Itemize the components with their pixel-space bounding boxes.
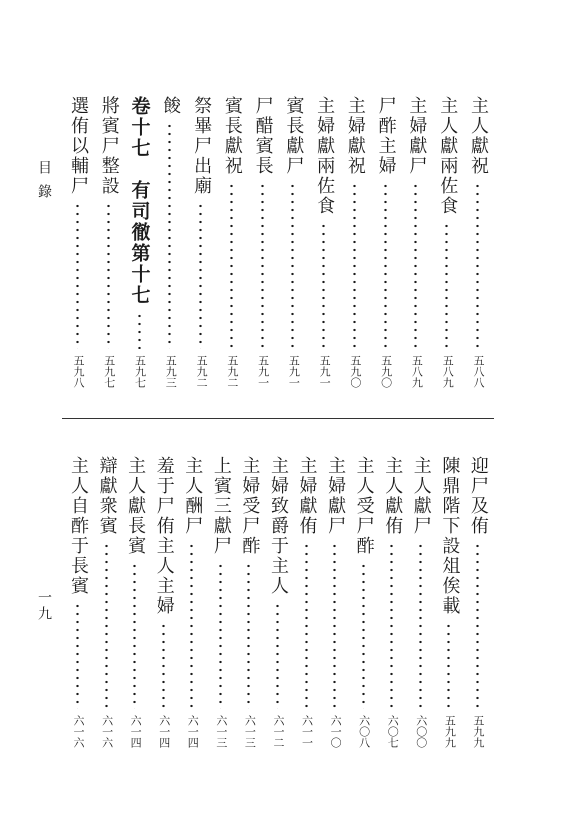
toc-entry[interactable] — [404, 96, 428, 388]
toc-entry[interactable] — [409, 456, 433, 748]
entry-page-number: 六〇〇 — [414, 715, 428, 748]
entry-page-number: 五九二 — [195, 355, 209, 388]
dot-leader — [362, 562, 365, 709]
entry-page-number: 五九三 — [164, 355, 178, 388]
toc-entry[interactable] — [266, 456, 290, 748]
entry-title: 主人酬尸 — [182, 456, 204, 536]
dot-leader — [247, 562, 250, 709]
entry-page-number: 六一〇 — [329, 715, 343, 748]
entry-title: 主人獻祝 — [467, 96, 489, 176]
dot-leader — [219, 562, 222, 709]
entry-page-number: 五九〇 — [348, 355, 362, 388]
entry-title: 主婦受尸酢 — [239, 456, 261, 556]
toc-entry[interactable] — [343, 96, 367, 388]
toc-entry[interactable] — [95, 456, 119, 748]
entry-page-number: 五九七 — [102, 355, 116, 388]
dot-leader — [261, 182, 264, 349]
entry-page-number: 五九七 — [133, 355, 147, 388]
entry-page-number: 六一三 — [214, 715, 228, 748]
entry-title: 餕 — [160, 96, 182, 116]
entry-title: 羞于尸侑主人主婦 — [153, 456, 175, 616]
dot-leader — [276, 602, 279, 709]
entry-title: 主婦獻尸 — [325, 456, 347, 536]
dot-leader — [353, 182, 356, 349]
toc-entry[interactable] — [158, 96, 182, 388]
dot-leader — [447, 622, 450, 709]
entry-title: 主人自酢于長賓 — [68, 456, 89, 596]
dot-leader — [230, 182, 233, 349]
dot-leader — [384, 182, 387, 349]
volume-heading[interactable] — [128, 96, 152, 388]
dot-leader — [476, 542, 479, 709]
toc-entry[interactable] — [66, 456, 90, 748]
toc-entry[interactable] — [295, 456, 319, 748]
toc-entry[interactable] — [374, 96, 398, 388]
dot-leader — [305, 542, 308, 709]
dot-leader — [476, 182, 479, 349]
toc-entry[interactable] — [97, 96, 121, 388]
entry-title: 尸酢主婦 — [375, 96, 397, 176]
entry-page-number: 五九九 — [443, 715, 457, 748]
entry-page-number: 五九〇 — [379, 355, 393, 388]
entry-title: 主婦獻兩佐食 — [314, 96, 336, 216]
entry-title: 賓長獻祝 — [221, 96, 243, 176]
toc-top-half — [66, 96, 490, 388]
entry-title: 將賓尸整設 — [98, 96, 120, 196]
entry-title: 主人受尸酢 — [353, 456, 375, 556]
entry-page-number: 五八九 — [410, 355, 424, 388]
toc-entry[interactable] — [352, 456, 376, 748]
entry-page-number: 五九一 — [256, 355, 270, 388]
toc-bottom-half — [66, 456, 490, 748]
entry-title: 尸醋賓長 — [252, 96, 274, 176]
dot-leader — [133, 562, 136, 709]
entry-page-number: 五九二 — [225, 355, 239, 388]
dot-leader — [162, 622, 165, 709]
toc-entry[interactable] — [251, 96, 275, 388]
toc-entry[interactable] — [209, 456, 233, 748]
toc-entry[interactable] — [281, 96, 305, 388]
entry-page-number: 五八八 — [471, 355, 485, 388]
entry-title: 迎尸及侑 — [467, 456, 489, 536]
toc-entry[interactable] — [380, 456, 404, 748]
dot-leader — [333, 542, 336, 709]
dot-leader — [390, 542, 393, 709]
toc-entry[interactable] — [466, 456, 490, 748]
entry-title: 主人獻兩佐食 — [437, 96, 459, 216]
dot-leader — [76, 602, 79, 709]
entry-title: 祭畢尸出廟 — [191, 96, 213, 196]
toc-entry[interactable] — [435, 96, 459, 388]
toc-entry[interactable] — [312, 96, 336, 388]
entry-title: 主婦獻祝 — [344, 96, 366, 176]
entry-title: 賓長獻尸 — [283, 96, 305, 176]
entry-title: 陳鼎階下設俎俟載 — [439, 456, 461, 616]
dot-leader — [107, 202, 110, 349]
entry-page-number: 六一四 — [157, 715, 171, 748]
entry-page-number: 五九一 — [318, 355, 332, 388]
entry-page-number: 六〇七 — [386, 715, 400, 748]
entry-page-number: 五九九 — [471, 715, 485, 748]
toc-entry[interactable] — [237, 456, 261, 748]
toc-entry[interactable] — [123, 456, 147, 748]
dot-leader — [138, 312, 141, 349]
dot-leader — [105, 542, 108, 709]
entry-title: 主婦致爵于主人 — [267, 456, 289, 596]
dot-leader — [322, 222, 325, 349]
entry-page-number: 六一二 — [271, 715, 285, 748]
toc-entry[interactable] — [437, 456, 461, 748]
entry-page-number: 六一三 — [243, 715, 257, 748]
toc-entry[interactable] — [189, 96, 213, 388]
entry-title: 主婦獻侑 — [296, 456, 318, 536]
dot-leader — [414, 182, 417, 349]
dot-leader — [190, 542, 193, 709]
dot-leader — [168, 122, 171, 349]
dot-leader — [76, 202, 79, 349]
dot-leader — [199, 202, 202, 349]
entry-title: 主人獻長賓 — [125, 456, 147, 556]
volume-title: 卷十七 有司徹第十七 — [128, 96, 151, 306]
toc-entry[interactable] — [466, 96, 490, 388]
entry-page-number: 六一四 — [129, 715, 143, 748]
entry-page-number: 六一六 — [100, 715, 114, 748]
entry-title: 上賓三獻尸 — [210, 456, 232, 556]
entry-page-number: 五八九 — [441, 355, 455, 388]
page-number: 一九 — [36, 590, 52, 622]
entry-title: 主人獻侑 — [382, 456, 404, 536]
toc-entry[interactable] — [180, 456, 204, 748]
entry-page-number: 六〇八 — [357, 715, 371, 748]
entry-title: 主婦獻尸 — [406, 96, 428, 176]
toc-entry[interactable] — [220, 96, 244, 388]
entry-page-number: 五九八 — [72, 355, 85, 388]
dot-leader — [445, 222, 448, 349]
entry-page-number: 六一六 — [72, 715, 85, 748]
entry-title: 主人獻尸 — [410, 456, 432, 536]
entry-title: 辯獻衆賓 — [96, 456, 118, 536]
entry-page-number: 六一一 — [300, 715, 314, 748]
entry-page-number: 六一四 — [186, 715, 200, 748]
section-divider — [62, 418, 494, 419]
dot-leader — [419, 542, 422, 709]
toc-entry[interactable] — [323, 456, 347, 748]
running-head: 目錄 — [36, 160, 52, 208]
entry-title: 選侑以輔尸 — [68, 96, 89, 196]
dot-leader — [291, 182, 294, 349]
toc-entry[interactable] — [152, 456, 176, 748]
toc-entry[interactable] — [66, 96, 90, 388]
entry-page-number: 五九一 — [287, 355, 301, 388]
